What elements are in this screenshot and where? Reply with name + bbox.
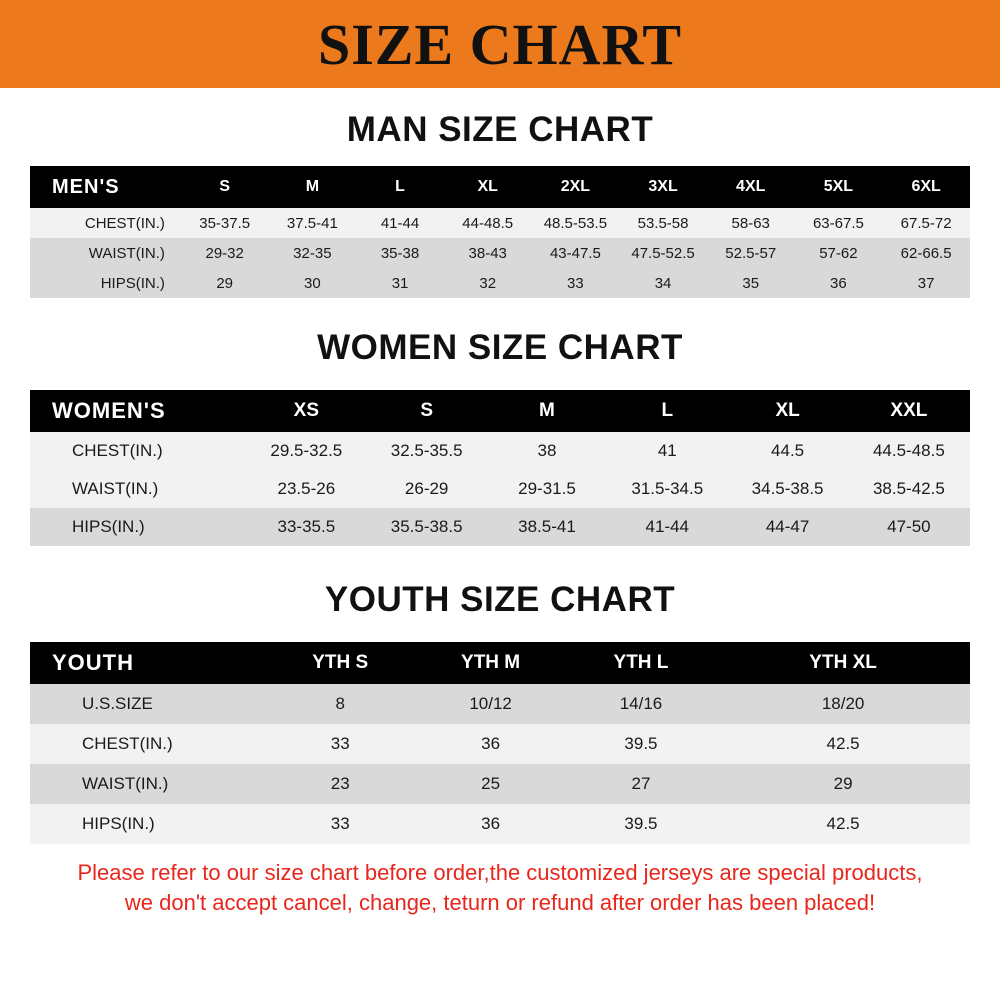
table-row [30,432,970,470]
women-hips-6: 47-50 [887,517,931,536]
youth-row-header: YOUTH [52,650,134,675]
women-waist-6: 38.5-42.5 [872,479,945,498]
youth-ussize-3: 14/16 [619,694,663,713]
women-col-5: XL [775,400,800,421]
men-chest-8: 63-67.5 [812,214,864,232]
men-col-3: L [395,178,405,195]
women-hips-2: 35.5-38.5 [390,517,463,536]
footer-note-line-2: we don't accept cancel, change, teturn or refund after order has been placed! [124,889,876,915]
footer-note [0,844,1000,917]
table-row [30,684,970,724]
men-chest-5: 48.5-53.5 [543,214,608,232]
youth-chest-2: 36 [481,734,501,753]
youth-ussize-4: 18/20 [821,694,865,713]
men-waist-1: 29-32 [205,244,244,262]
youth-col-4: YTH XL [809,652,877,673]
women-hips-4: 41-44 [645,517,690,536]
youth-hips-2: 36 [481,814,501,833]
youth-row-label-chest: CHEST(IN.) [82,734,173,753]
men-col-5: 2XL [560,178,591,195]
youth-table-body [30,684,970,844]
youth-header-row [30,642,970,684]
men-hips-3: 31 [391,274,409,292]
women-waist-1: 23.5-26 [277,479,336,498]
youth-waist-1: 23 [330,774,350,793]
men-hips-1: 29 [216,274,234,292]
youth-ussize-2: 10/12 [469,694,512,713]
women-row-label-hips: HIPS(IN.) [72,517,145,536]
table-row [30,238,970,268]
men-waist-4: 38-43 [468,244,507,262]
women-col-4: L [661,400,674,421]
men-hips-7: 35 [742,274,760,292]
women-waist-5: 34.5-38.5 [751,479,824,498]
men-col-9: 6XL [911,178,941,195]
youth-waist-3: 27 [631,774,651,793]
women-hips-3: 38.5-41 [518,517,576,536]
women-size-table [30,390,970,546]
youth-chest-3: 39.5 [624,734,658,753]
men-row-label-waist: WAIST(IN.) [88,244,165,262]
women-row-header: WOMEN'S [52,398,166,423]
women-col-2: S [420,400,433,421]
men-col-6: 3XL [648,178,678,195]
women-row-label-chest: CHEST(IN.) [72,441,163,460]
women-section-title: WOMEN SIZE CHART [317,328,683,367]
men-chest-4: 44-48.5 [462,214,514,232]
men-row-header: MEN'S [52,175,120,198]
men-table-head [30,166,970,208]
men-waist-2: 32-35 [293,244,332,262]
men-col-1: S [219,178,231,195]
youth-row-label-hips: HIPS(IN.) [82,814,155,833]
men-hips-4: 32 [479,274,497,292]
youth-hips-4: 42.5 [826,814,860,833]
women-chest-2: 32.5-35.5 [390,441,463,460]
youth-waist-2: 25 [481,774,501,793]
youth-ussize-1: 8 [335,694,345,713]
men-size-table [30,166,970,298]
youth-col-1: YTH S [312,652,369,673]
youth-row-label-ussize: U.S.SIZE [82,694,153,713]
youth-section-title: YOUTH SIZE CHART [324,580,676,619]
table-row [30,724,970,764]
women-hips-5: 44-47 [765,517,810,536]
youth-table-wrap [0,642,1000,844]
youth-hips-3: 39.5 [624,814,658,833]
men-hips-6: 34 [654,274,672,292]
men-waist-3: 35-38 [380,244,420,262]
men-hips-8: 36 [830,274,847,292]
men-hips-2: 30 [304,274,321,292]
women-table-body [30,432,970,546]
women-waist-3: 29-31.5 [518,479,576,498]
women-row-label-waist: WAIST(IN.) [72,479,159,498]
women-table-wrap [0,390,1000,546]
men-hips-9: 37 [917,274,935,292]
women-waist-2: 26-29 [404,479,449,498]
banner-title: SIZE CHART [317,11,683,77]
table-row [30,508,970,546]
men-col-2: M [305,178,320,195]
youth-chest-1: 33 [330,734,350,753]
men-col-7: 4XL [736,178,766,195]
women-waist-4: 31.5-34.5 [631,479,704,498]
women-col-3: M [539,400,555,421]
women-col-6: XXL [890,400,928,421]
women-hips-1: 33-35.5 [277,517,336,536]
table-row [30,764,970,804]
women-chest-3: 38 [537,441,557,460]
men-waist-5: 43-47.5 [549,244,601,262]
youth-table-head [30,642,970,684]
men-chest-2: 37.5-41 [286,214,338,232]
men-table-wrap [0,166,1000,298]
men-table-body [30,208,970,298]
women-chest-5: 44.5 [771,441,805,460]
table-row [30,268,970,298]
men-waist-9: 62-66.5 [900,244,952,262]
men-hips-5: 33 [567,274,584,292]
youth-size-table [30,642,970,844]
footer-note-line-1: Please refer to our size chart before order,the customized jerseys are special products, [77,860,923,885]
youth-col-3: YTH L [613,652,669,673]
men-row-label-chest: CHEST(IN.) [84,214,165,232]
women-chest-4: 41 [657,441,677,460]
men-chest-3: 41-44 [380,214,420,232]
men-section-title: MAN SIZE CHART [346,110,654,149]
women-col-1: XS [293,400,320,421]
men-col-4: XL [477,178,498,195]
youth-waist-4: 29 [833,774,853,793]
men-chest-9: 67.5-72 [900,214,952,232]
men-chest-1: 35-37.5 [199,214,251,232]
women-chest-1: 29.5-32.5 [270,441,343,460]
men-chest-6: 53.5-58 [637,214,689,232]
youth-col-2: YTH M [461,652,521,673]
men-waist-7: 52.5-57 [725,244,777,262]
table-row [30,470,970,508]
youth-chest-4: 42.5 [826,734,860,753]
men-waist-6: 47.5-52.5 [631,244,695,262]
men-header-row [30,166,970,208]
men-col-8: 5XL [823,178,854,195]
youth-row-label-waist: WAIST(IN.) [82,774,169,793]
men-row-label-hips: HIPS(IN.) [100,274,165,292]
table-row [30,804,970,844]
table-row [30,208,970,238]
women-table-head [30,390,970,432]
women-header-row [30,390,970,432]
women-chest-6: 44.5-48.5 [872,441,945,460]
men-chest-7: 58-63 [731,214,770,232]
youth-hips-1: 33 [330,814,350,833]
men-waist-8: 57-62 [819,244,858,262]
banner [0,0,1000,88]
